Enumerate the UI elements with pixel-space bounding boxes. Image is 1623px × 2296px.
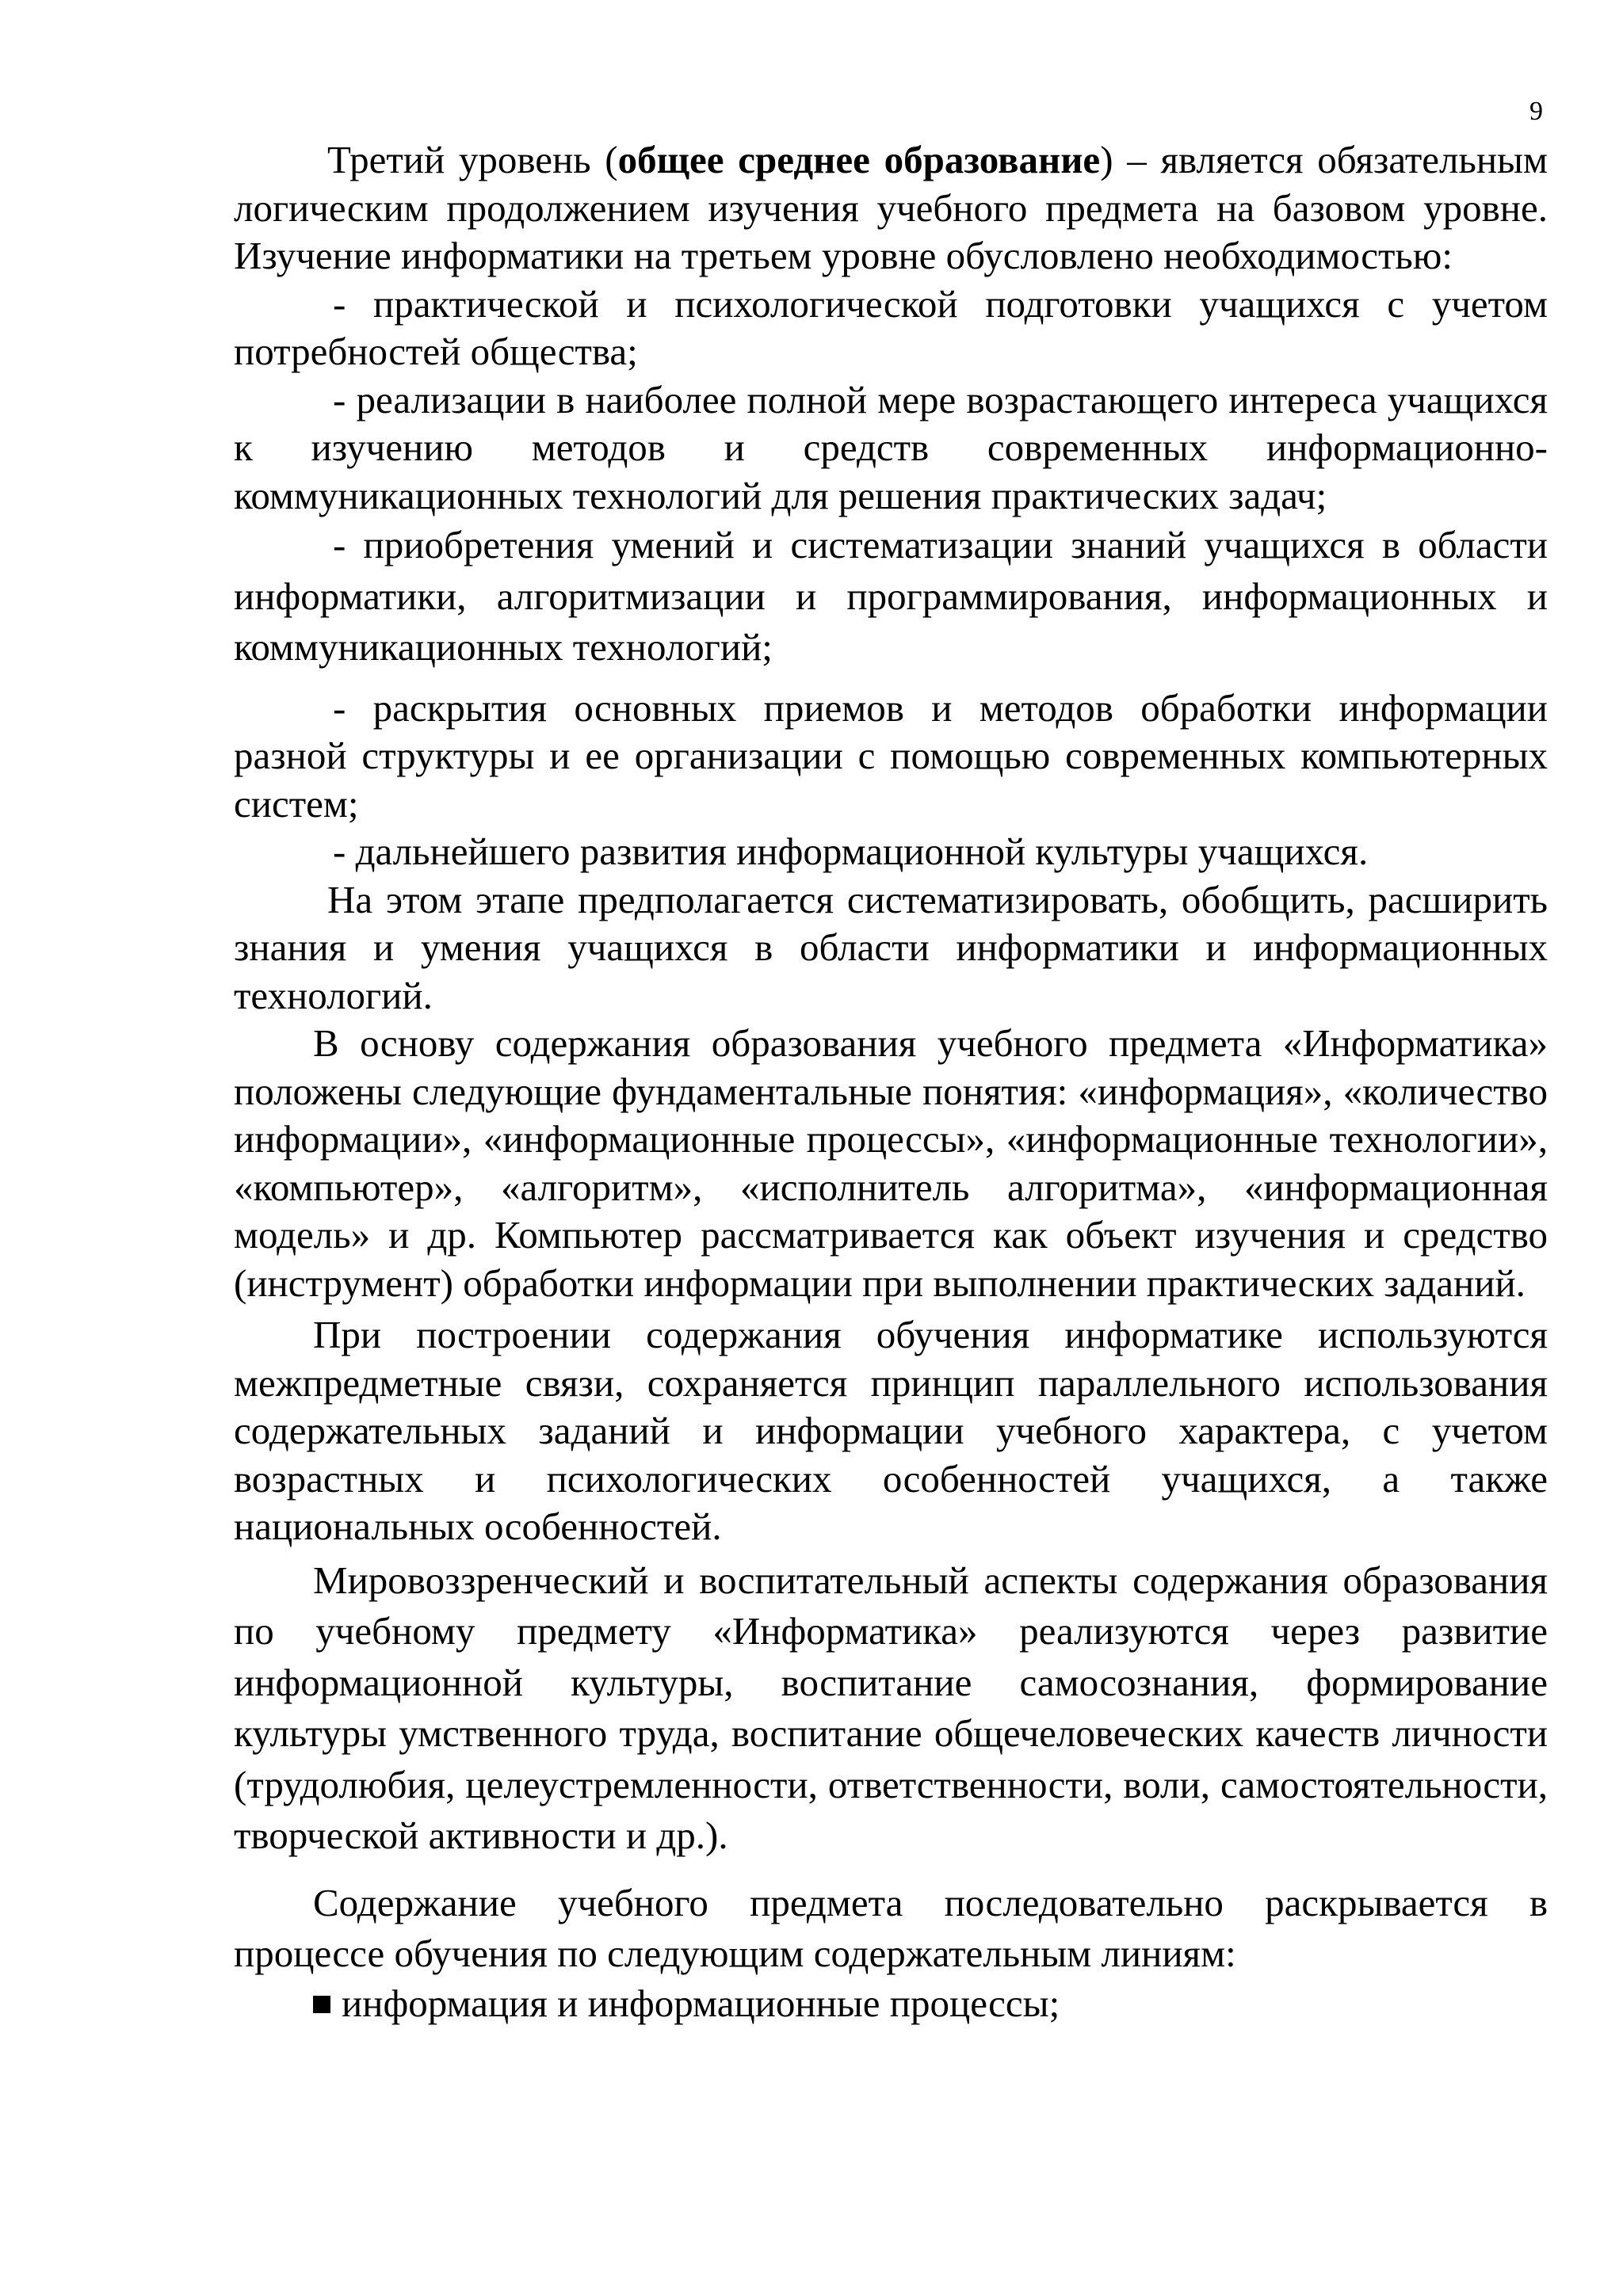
paragraph-this-stage: На этом этапе предполагается систематизировать, обобщить, расширить знания и умения учащихся в области информатики и информационных технологий. (234, 877, 1548, 1017)
bullet-item (234, 1980, 1548, 2028)
paragraph-worldview: Мировоззренческий и воспитательный аспекты содержания образования по учебному предмету «Информатика» реализуются через развитие информационной культуры, воспитание самосознания, формирование культуры умственного труда, воспитание общечеловеческих качеств личности (трудолюбия, целеустремленности, ответственности, воли, самостоятельности, творческой активности и др.). (234, 1558, 1548, 1857)
paragraph-third-level (234, 136, 1548, 280)
paragraph-third-level-lead: Третий уровень ( (327, 138, 618, 181)
paragraph-interdisciplinary: При построении содержания обучения информатике используются межпредметные связи, сохраняется принцип параллельного использования содержательных заданий и информации учебного характера, с учетом возрастных и психологических особенностей учащихся, а также национальных особенностей. (234, 1313, 1548, 1548)
square-bullet-icon (313, 1996, 330, 2013)
body-text (234, 136, 1548, 2027)
paragraph-third-level-bold: общее среднее образование (617, 138, 1101, 181)
paragraph-basic-concepts: В основу содержания образования учебного предмета «Информатика» положены следующие фундаментальные понятия: «информация», «количество информации», «информационные процессы», «информационные технологии», «компьютер», «алгоритм», «исполнитель алгоритма», «информационная модель» и др. Компьютер рассматривается как объект изучения и средство (инструмент) обработки информации при выполнении практических заданий. (234, 1021, 1548, 1305)
bullet-item-text: информация и информационные процессы; (342, 1981, 1060, 2025)
paragraph-third-level-rest: ) – является обязательным логическим продолжением изучения учебного предмета на базовом уровне. Изучение информатики на третьем уровне обусловлено необходимостью: (234, 138, 1548, 277)
list-item-methods: - раскрытия основных приемов и методов обработки информации разной структуры и ее организации с помощью современных компьютерных систем; (234, 685, 1548, 826)
paragraph-content-lines: Содержание учебного предмета последовательно раскрывается в процессе обучения по следующим содержательным линиям: (234, 1880, 1548, 1975)
page-number: 9 (1529, 97, 1543, 126)
list-item-skills: - приобретения умений и систематизации знаний учащихся в области информатики, алгоритмизации и программирования, информационных и коммуникационных технологий; (234, 523, 1548, 669)
list-item-culture: - дальнейшего развития информационной культуры учащихся. (333, 830, 1369, 873)
list-item-interest: - реализации в наиболее полной мере возрастающего интереса учащихся к изучению методов и средств современных информационно-коммуникационных технологий для решения практических задач; (234, 377, 1548, 517)
list-item-practical: - практической и психологической подготовки учащихся с учетом потребностей общества; (234, 281, 1548, 373)
